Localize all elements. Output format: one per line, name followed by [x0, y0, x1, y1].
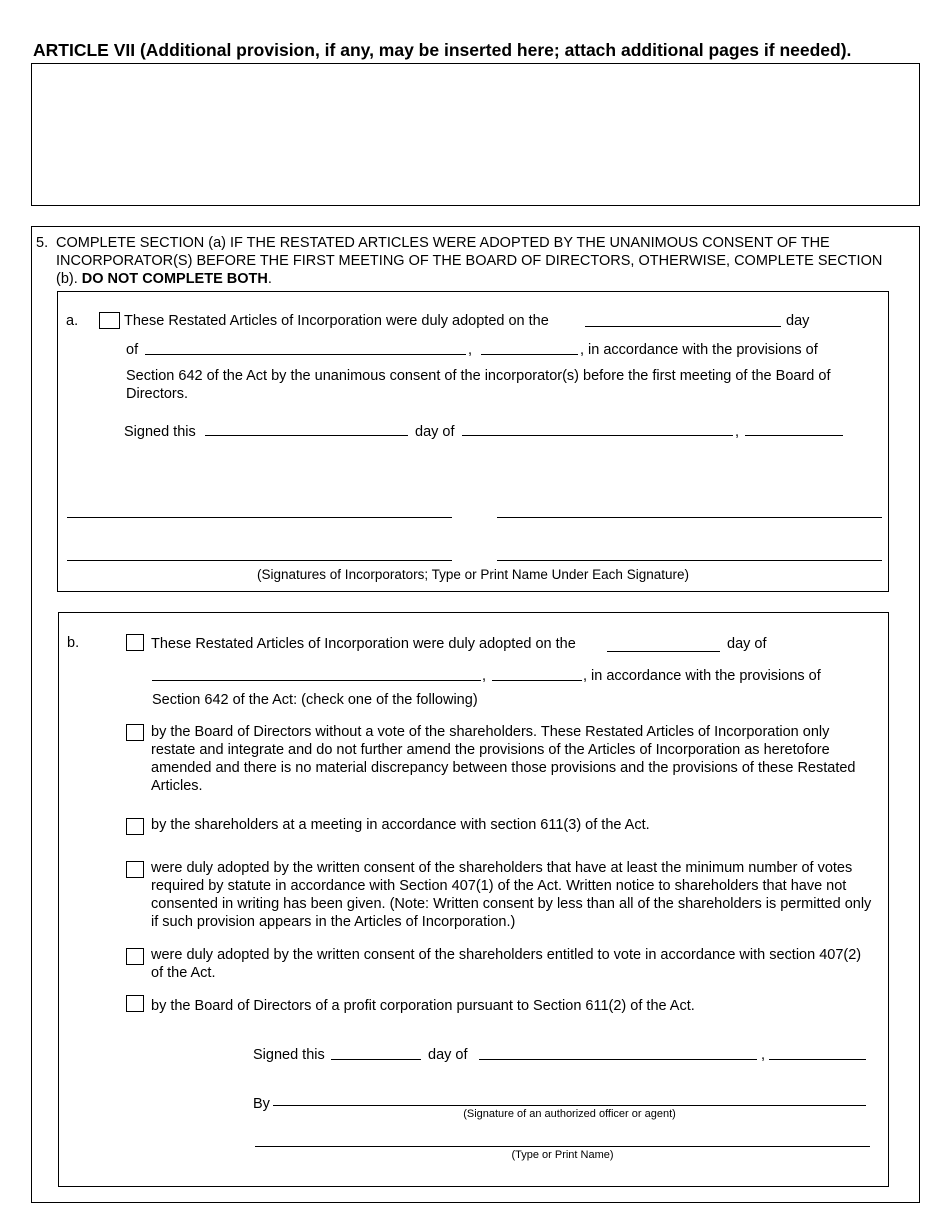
- section-b-signed-day-field[interactable]: [331, 1059, 421, 1060]
- section-b-signed-year-field[interactable]: [769, 1059, 866, 1060]
- section-5-instruction-bold: DO NOT COMPLETE BOTH: [81, 271, 268, 287]
- option-shareholders-meeting-checkbox[interactable]: [126, 818, 144, 835]
- section-b-month-field[interactable]: [152, 680, 481, 681]
- print-name-caption: (Type or Print Name): [511, 1149, 614, 1161]
- section-a-signature-caption: (Signatures of Incorporators; Type or Print Name Under Each Signature): [257, 567, 689, 582]
- option-written-consent-407-1-text: were duly adopted by the written consent of the shareholders that have at least the minimum number of votes required by statute in accordance with Section 407(1) of the Act. Written notice to shareholders that have not consented in writing has been given. (Note: Written consent by less than all of the shareholders is permitted only if such provision appears in the Articles of Incorporation.): [151, 860, 872, 930]
- section-a-section642-text: Section 642 of the Act by the unanimous consent of the incorporator(s) before the first meeting of the Board of Directors.: [126, 368, 831, 402]
- section-b-year-field[interactable]: [492, 680, 582, 681]
- section-b-by-label: By: [253, 1096, 270, 1112]
- section-b-day-field[interactable]: [607, 651, 720, 652]
- section-a-provisions-text: , in accordance with the provisions of: [580, 342, 818, 358]
- option-written-consent-407-2-text: were duly adopted by the written consent of the shareholders entitled to vote in accordance with section 407(2) of the Act.: [151, 947, 862, 981]
- section-b-signed-comma: ,: [761, 1047, 766, 1063]
- section-b-signed-day-of: day of: [428, 1047, 468, 1063]
- section-b-check-one-text: Section 642 of the Act: (check one of the following): [152, 692, 478, 708]
- section-a-of-word: of: [126, 342, 139, 358]
- section-a-adopted-text: These Restated Articles of Incorporation were duly adopted on the: [124, 313, 549, 329]
- option-written-consent-407-1-checkbox[interactable]: [126, 861, 144, 878]
- section-b-signed-month-field[interactable]: [479, 1059, 757, 1060]
- section-5-instruction-end: .: [267, 271, 272, 287]
- incorporator-signature-line-1[interactable]: [67, 517, 452, 518]
- section-a-signed-this: Signed this: [124, 424, 196, 440]
- section-a-month-field[interactable]: [145, 354, 466, 355]
- section-a-day-field[interactable]: [585, 326, 781, 327]
- section-a-label: a.: [66, 313, 79, 329]
- option-written-consent-407-2-checkbox[interactable]: [126, 948, 144, 965]
- section-a-container: [57, 291, 889, 592]
- option-board-without-vote-checkbox[interactable]: [126, 724, 144, 741]
- section-a-day-of: day of: [415, 424, 455, 440]
- option-board-profit-corporation-text: by the Board of Directors of a profit corporation pursuant to Section 611(2) of the Act.: [151, 998, 695, 1014]
- section-b-adopted-text: These Restated Articles of Incorporation were duly adopted on the: [151, 636, 576, 652]
- article-vii-provision-box[interactable]: [31, 63, 920, 206]
- authorized-officer-signature-caption: (Signature of an authorized officer or agent): [463, 1108, 676, 1120]
- option-board-without-vote-text: by the Board of Directors without a vote of the shareholders. These Restated Articles of Incorporation only restate and integrate and do not further amend the provisions of the Articles of Incorporation as heretofore amended and there is no material discrepancy between those provisions and the provisions of these Restated Articles.: [151, 724, 856, 794]
- section-b-comma: ,: [482, 668, 487, 684]
- section-5-instruction: [56, 234, 906, 288]
- section-a-signed-year-field[interactable]: [745, 435, 843, 436]
- section-5-instruction-text: COMPLETE SECTION (a) IF THE RESTATED ARTICLES WERE ADOPTED BY THE UNANIMOUS CONSENT OF THE INCORPORATOR(S) BEFORE THE FIRST MEETING OF THE BOARD OF DIRECTORS, OTHERWISE, COMPLETE SECTION (b).: [56, 235, 883, 287]
- section-a-day-word: day: [786, 313, 810, 329]
- section-b-provisions-text: , in accordance with the provisions of: [583, 668, 821, 684]
- section-a-comma: ,: [468, 342, 473, 358]
- section-5-number: 5.: [36, 235, 49, 251]
- option-shareholders-meeting-text: by the shareholders at a meeting in accordance with section 611(3) of the Act.: [151, 817, 650, 833]
- section-b-checkbox[interactable]: [126, 634, 144, 651]
- print-name-line[interactable]: [255, 1146, 870, 1147]
- section-a-checkbox[interactable]: [99, 312, 120, 329]
- section-a-year-field[interactable]: [481, 354, 578, 355]
- article-vii-heading: ARTICLE VII (Additional provision, if any, may be inserted here; attach additional pages if needed).: [33, 40, 852, 60]
- incorporator-name-line-2[interactable]: [497, 560, 882, 561]
- section-b-day-of: day of: [727, 636, 767, 652]
- incorporator-signature-line-2[interactable]: [497, 517, 882, 518]
- authorized-officer-signature-line[interactable]: [273, 1105, 866, 1106]
- section-a-signed-day-field[interactable]: [205, 435, 408, 436]
- section-b-label: b.: [67, 635, 80, 651]
- section-b-signed-this: Signed this: [253, 1047, 325, 1063]
- incorporator-name-line-1[interactable]: [67, 560, 452, 561]
- section-a-signed-month-field[interactable]: [462, 435, 733, 436]
- section-a-signed-comma: ,: [735, 424, 740, 440]
- option-board-profit-corporation-checkbox[interactable]: [126, 995, 144, 1012]
